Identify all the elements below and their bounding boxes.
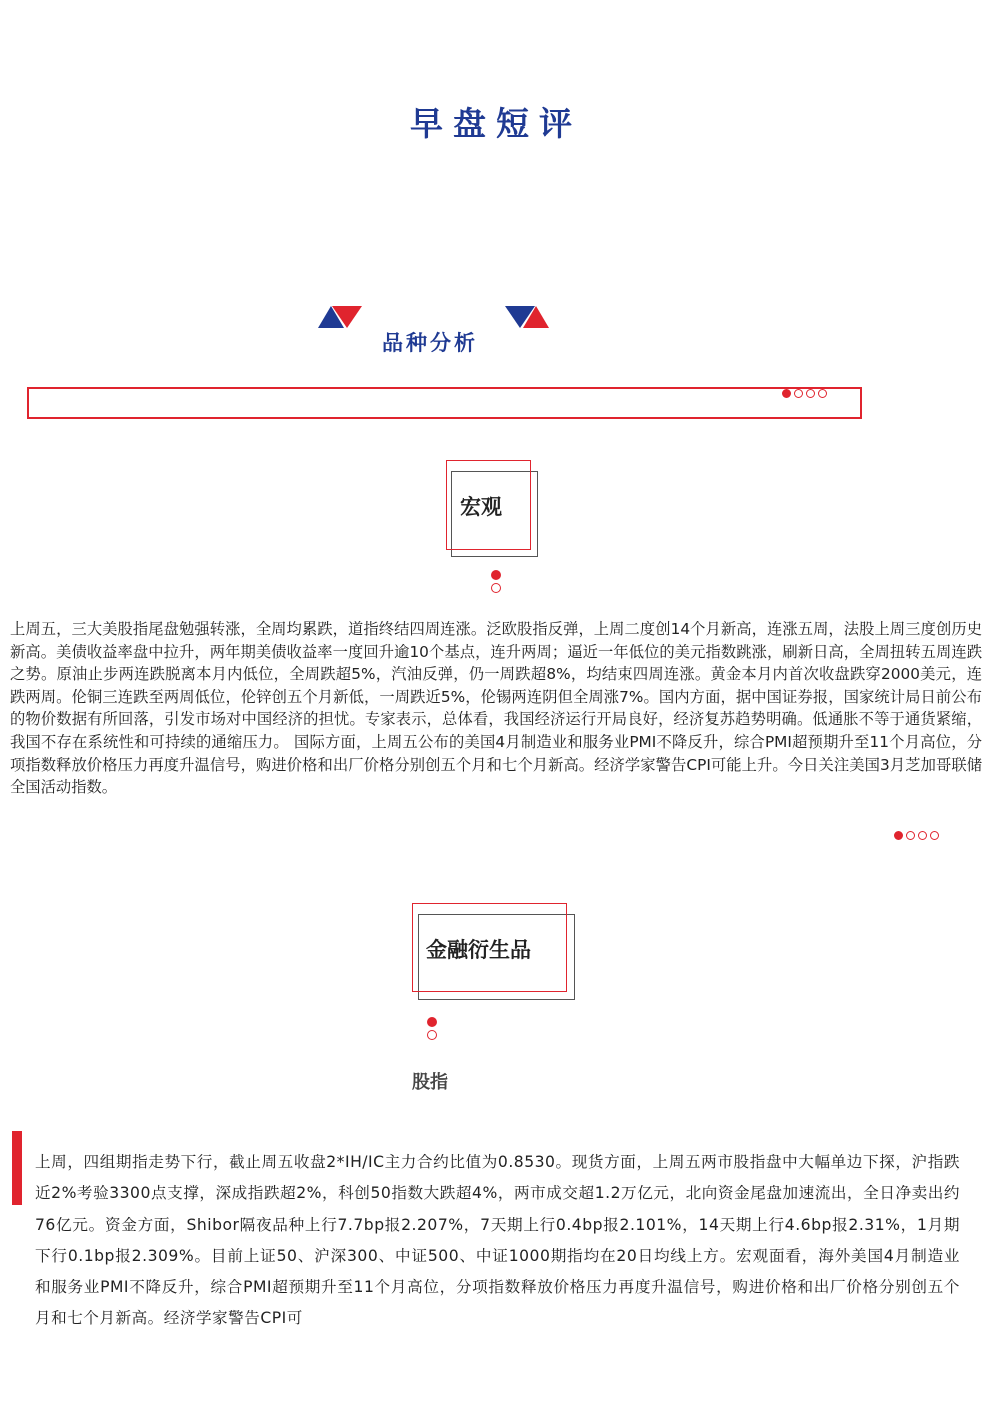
dot-icon	[782, 389, 791, 398]
dot-icon	[906, 831, 915, 840]
report-title: 早盘短评	[410, 104, 582, 143]
triangle-ornament-right	[505, 306, 549, 328]
dot-icon	[930, 831, 939, 840]
stock-index-heading: 股指	[412, 1072, 448, 1093]
triangle-ornament-left	[318, 306, 362, 328]
dot-icon	[806, 389, 815, 398]
vertical-dots-ornament	[427, 1017, 437, 1040]
dot-icon	[491, 583, 501, 593]
macro-paragraph: 上周五，三大美股指尾盘勉强转涨，全周均累跌，道指终结四周连涨。泛欧股指反弹，上周二度创14个月新高，连涨五周，法股上周三度创历史新高。美债收益率盘中拉升，两年期美债收益率一度回升逾10个基点，连升两周；逼近一年低位的美元指数跳涨，刷新日高，全周扭转五周连跌之势。原油止步两连跌脱离本月内低位，全周跌超5%，汽油反弹，仍一周跌超8%，均结束四周连涨。黄金本月内首次收盘跌穿2000美元，连跌两周。伦铜三连跌至两周低位，伦锌创五个月新低，一周跌近5%，伦锡两连阴但全周涨7%。国内方面，据中国证券报，国家统计局日前公布的物价数据有所回落，引发市场对中国经济的担忧。专家表示，总体看，我国经济运行开局良好，经济复苏趋势明确。低通胀不等于通货紧缩，我国不存在系统性和可持续的通缩压力。 国际方面，上周五公布的美国4月制造业和服务业PMI不降反升，综合PMI超预期升至11个月高位，分项指数释放价格压力再度升温信号，购进价格和出厂价格分别创五个月和七个月新高。经济学家警告CPI可能上升。今日关注美国3月芝加哥联储全国活动指数。	[10, 620, 982, 797]
macro-label: 宏观	[460, 495, 502, 519]
dot-icon	[894, 831, 903, 840]
macro-label-box	[446, 460, 540, 558]
dots-ornament	[782, 389, 827, 398]
section-heading: 品种分析	[382, 331, 478, 355]
accent-bar	[12, 1131, 22, 1205]
dot-icon	[427, 1017, 437, 1027]
dot-icon	[491, 570, 501, 580]
dots-ornament	[894, 831, 939, 840]
derivatives-label: 金融衍生品	[426, 938, 531, 962]
stock-index-paragraph: 上周，四组期指走势下行，截止周五收盘2*IH/IC主力合约比值为0.8530。现货方面，上周五两市股指盘中大幅单边下探，沪指跌近2%考验3300点支撑，深成指跌超2%，科创50指数大跌超4%，两市成交超1.2万亿元，北向资金尾盘加速流出，全日净卖出约76亿元。资金方面，Shibor隔夜品种上行7.7bp报2.207%，7天期上行0.4bp报2.101%，14天期上行4.6bp报2.31%，1月期下行0.1bp报2.309%。目前上证50、沪深300、中证500、中证1000期指均在20日均线上方。宏观面看，海外美国4月制造业和服务业PMI不降反升，综合PMI超预期升至11个月高位，分项指数释放价格压力再度升温信号，购进价格和出厂价格分别创五个月和七个月新高。经济学家警告CPI可	[35, 1153, 960, 1328]
vertical-dots-ornament	[491, 570, 501, 593]
dot-icon	[818, 389, 827, 398]
dot-icon	[427, 1030, 437, 1040]
dot-icon	[918, 831, 927, 840]
derivatives-label-box	[412, 903, 576, 1001]
section-divider-bar	[27, 387, 862, 419]
dot-icon	[794, 389, 803, 398]
